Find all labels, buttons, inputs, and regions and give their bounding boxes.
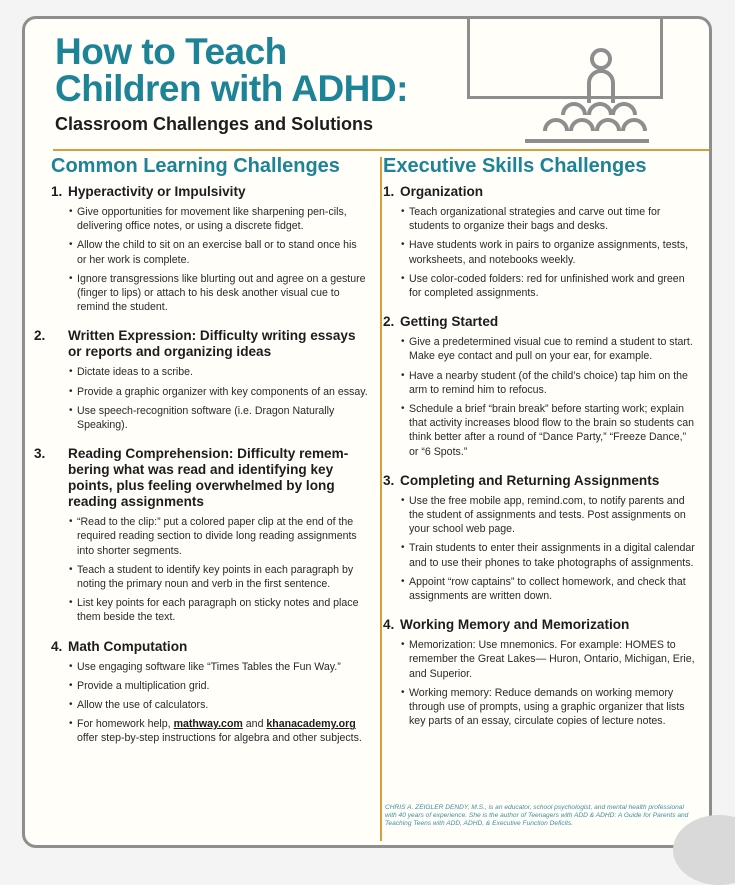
- list-item: • List key points for each paragraph on sticky notes and place them beside the text.: [51, 596, 369, 624]
- right-section-1: [383, 184, 697, 300]
- list-item: • Train students to enter their assignments in a digital calendar and to use their phones to take photographs of assignments.: [383, 541, 697, 569]
- list-item: • Appoint “row captains” to collect homework, and check that assignments are written down.: [383, 575, 697, 603]
- list-item: • Give opportunities for movement like sharpening pen-cils, delivering office notes, or using a discrete fidget.: [51, 205, 369, 233]
- khanacademy-link[interactable]: khanacademy.org: [266, 718, 356, 731]
- list-item: • Teach organizational strategies and carve out time for students to organize their bags and desks.: [383, 205, 697, 233]
- section-heading: 2. Written Expression: Difficulty writing essays or reports and organizing ideas: [34, 328, 356, 360]
- right-column: [383, 155, 697, 742]
- list-item: • For homework help, mathway.com and khanacademy.org offer step-by-step instructions for algebra and other subjects.: [51, 717, 369, 745]
- right-section-4: [383, 617, 697, 728]
- section-heading: 4. Math Computation: [51, 638, 188, 654]
- title-line-2: Children with ADHD:: [55, 68, 408, 109]
- list-item: • Use speech-recognition software (i.e. Dragon Naturally Speaking).: [51, 404, 369, 432]
- title-block: [55, 33, 408, 135]
- bullet-list: [383, 638, 697, 728]
- section-heading: 1. Hyperactivity or Impulsivity: [51, 184, 246, 199]
- section-heading: 2. Getting Started: [383, 314, 499, 330]
- list-item: • Provide a graphic organizer with key components of an essay.: [51, 385, 369, 399]
- list-item: • Allow the use of calculators.: [51, 698, 369, 712]
- bullet-list: [51, 205, 369, 314]
- right-section-2: [383, 314, 697, 459]
- mathway-link[interactable]: mathway.com: [173, 718, 243, 731]
- list-item: • Use color-coded folders: red for unfinished work and green for completed assignments.: [383, 272, 697, 300]
- section-heading: 3. Completing and Returning Assignments: [383, 472, 660, 488]
- list-item: • Provide a multiplication grid.: [51, 679, 369, 693]
- list-item: • Give a predetermined visual cue to remind a student to start. Make eye contact and pull on your ear, for example.: [383, 335, 697, 363]
- bullet-list: [51, 660, 369, 746]
- list-item: • Allow the child to sit on an exercise ball or to stand once his or her work is complete.: [51, 238, 369, 266]
- infographic-sheet: [22, 16, 712, 848]
- list-item: • Use the free mobile app, remind.com, to notify parents and the student of assignments and tests. Post assignments on your school web page.: [383, 494, 697, 537]
- list-item: • Use engaging software like “Times Tables the Fun Way.”: [51, 660, 369, 674]
- bullet-list: [383, 494, 697, 603]
- column-divider: [380, 157, 382, 841]
- section-heading: 4. Working Memory and Memorization: [383, 617, 630, 633]
- bullet-list: [51, 515, 369, 624]
- author-note: CHRIS A. ZEIGLER DENDY, M.S., is an educator, school psychologist, and mental health professional with 40 years of experience. She is the author of Teenagers with ADD & ADHD: A Guide for Parents and Teaching Teens with ADD, ADHD, & Executive Function Deficits.: [385, 804, 689, 827]
- header-divider: [53, 149, 709, 151]
- list-item: • Have a nearby student (of the child’s choice) tap him on the arm to remind him to refocus.: [383, 369, 697, 397]
- title-line-1: How to Teach: [55, 31, 287, 72]
- list-item: • Schedule a brief “brain break” before starting work; explain that activity increases blood flow to the brain so students can think better after a round of “Dance Party,” “Freeze Dance,” or “6 Spots.”: [383, 402, 697, 459]
- classroom-teacher-icon: [503, 31, 653, 149]
- left-column-heading: Common Learning Challenges: [51, 155, 340, 177]
- list-item: • Working memory: Reduce demands on working memory through use of prompts, using a graphic organizer that lists key parts of an essay, circulate copies of lecture notes.: [383, 686, 697, 729]
- right-column-heading: Executive Skills Challenges: [383, 155, 647, 177]
- bullet-list: [383, 335, 697, 459]
- left-section-1: [51, 184, 369, 314]
- section-heading: 1. Organization: [383, 184, 484, 199]
- left-section-2: [34, 328, 369, 432]
- section-heading: 3. Reading Comprehension: Difficulty remem-bering what was read and identifying key points, plus feeling overwhelmed by long reading assignments: [34, 446, 349, 510]
- list-item: • “Read to the clip:” put a colored paper clip at the end of the required reading section to divide long reading assignments into shorter segments.: [51, 515, 369, 558]
- list-item: • Dictate ideas to a scribe.: [51, 365, 369, 379]
- list-item: • Teach a student to identify key points in each paragraph by noting the primary noun and verb in the first sentence.: [51, 563, 369, 591]
- bullet-list: [383, 205, 697, 300]
- bullet-list: [51, 365, 369, 432]
- list-item: • Have students work in pairs to organize assignments, tests, worksheets, and notebooks weekly.: [383, 238, 697, 266]
- left-section-4: [51, 639, 369, 746]
- right-section-3: [383, 473, 697, 603]
- left-column: [34, 155, 369, 760]
- list-item: • Ignore transgressions like blurting out and agree on a gesture (finger to lips) or attach to his desk another visual cue to remind the student.: [51, 272, 369, 315]
- subtitle: Classroom Challenges and Solutions: [55, 114, 374, 134]
- left-section-3: [34, 446, 369, 624]
- list-item: • Memorization: Use mnemonics. For example: HOMES to remember the Great Lakes— Huron, Ontario, Michigan, Erie, and Superior.: [383, 638, 697, 681]
